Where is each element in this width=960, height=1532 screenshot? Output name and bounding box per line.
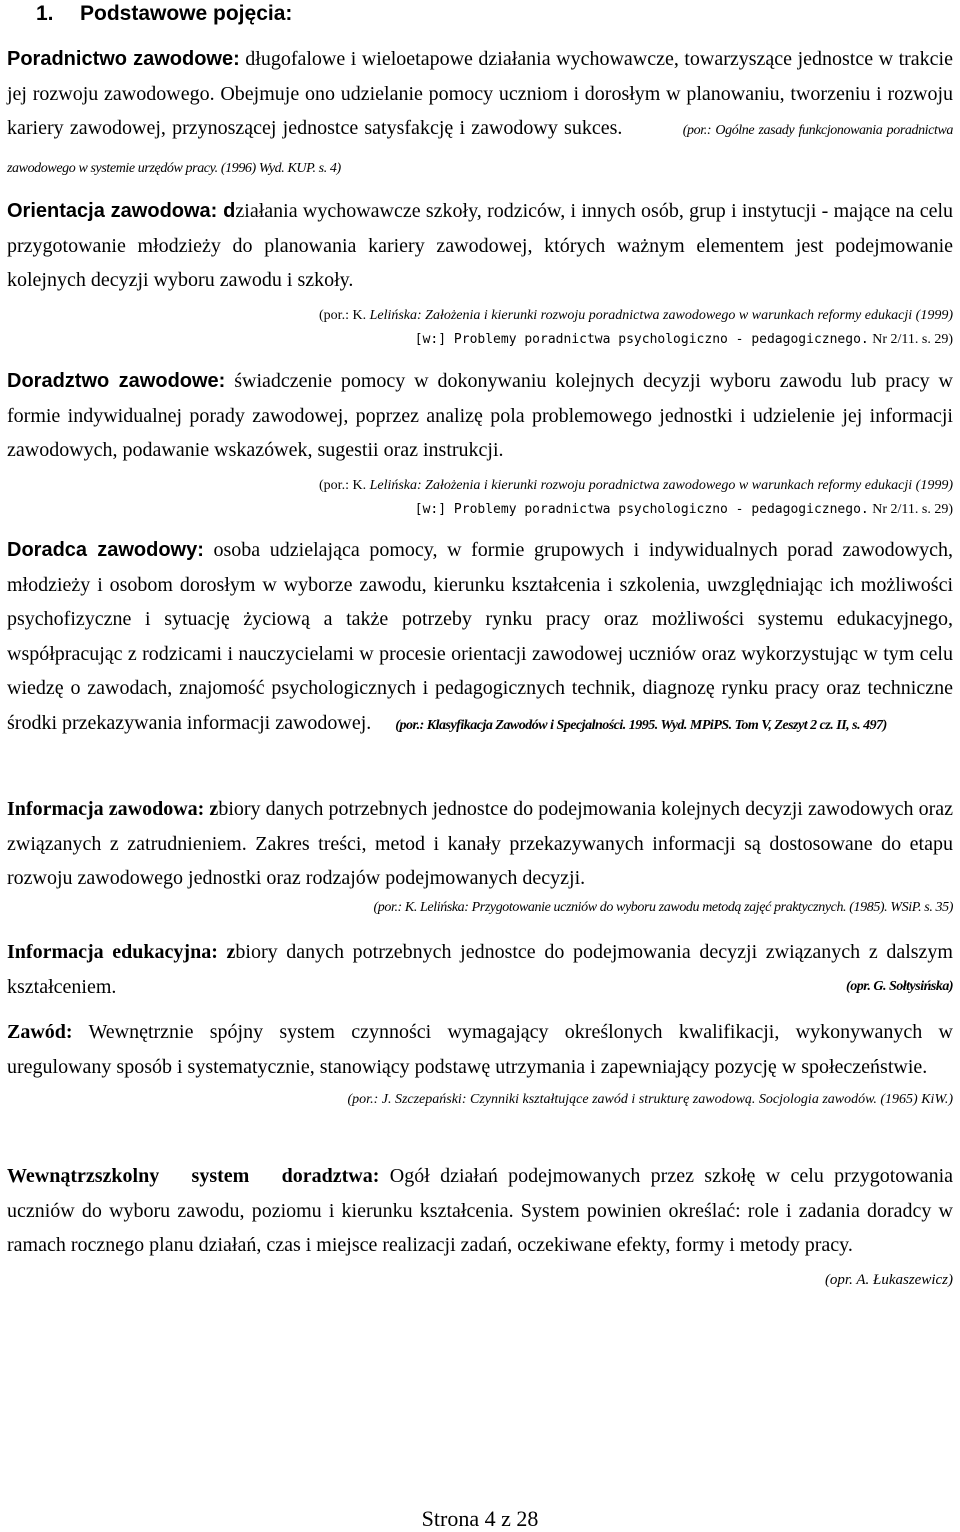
definition-text: długofalowe i wieloetapowe działania wychowawcze, towarzyszące jednostce w trakcie jej rozwoju zawodowego. Obejmuje ono udzielanie pomocy uczniom i dorosłym w planowaniu, tworzeniu i rozwoju kariery zawodowej, przynoszącej jednostce satysfakcję i zawodowy sukces. (7, 48, 953, 140)
definition-orientacja-zawodowa (7, 194, 953, 352)
definition-text: biory danych potrzebnych jednostce do podejmowania kolejnych decyzji zawodowych oraz związanych z zatrudnieniem. Zakres treści, metod i kanały przekazywanych informacji są dostosowane do etapu rozwoju zawodowego jednostki oraz rodzajów podejmowanych decyzji. (7, 798, 953, 890)
citation: (por.: J. Szczepański: Czynniki kształtujące zawód i strukturę zawodową. Socjologia zawodów. (1965) KiW.) (347, 1092, 953, 1108)
definition-informacja-edukacyjna (7, 935, 953, 1004)
definition-text: Ogół działań podejmowanych przez szkołę w celu przygotowania uczniów do wyboru zawodu, poziomu i kierunku kształcenia. System powinien określać: role i zadania doradcy w ramach rocznego planu działań, czas i miejsce realizacji zadań, oczekiwane efekty, formy i metody pracy. (7, 1165, 954, 1257)
term-zawod: Zawód: (7, 1021, 73, 1043)
heading-title: Podstawowe pojęcia: (80, 2, 293, 25)
definition-doradztwo-zawodowe (7, 364, 953, 522)
term-poradnictwo-zawodowe: Poradnictwo zawodowe: (7, 48, 240, 70)
page-number-footer: Strona 4 z 28 (421, 1506, 539, 1531)
citation: (opr. G. Sołtysińska) (846, 978, 953, 994)
definition-poradnictwo-zawodowe (7, 42, 953, 186)
citation: (por.: K. Lelińska: Założenia i kierunki rozwoju poradnictwa zawodowego w warunkach reformy edukacji (1999) [w:] Problemy poradnictwa psychologiczno - pedagogicznego. Nr 2/11. s. 29) (319, 307, 953, 347)
definition-text: osoba udzielająca pomocy, w formie grupowych i indywidualnych porad zawodowych, młodzieży i osobom dorosłym w wyborze zawodu, kierunku kształcenia i szkolenia, uwzględniając ich możliwości psychofizyczne i sytuację życiową a także potrzeby rynku pracy oraz możliwości systemu edukacyjnego, współpracując z rodzicami i nauczycielami w procesie orientacji zawodowej uczniów oraz wykorzystując w tym celu wiedzę o zawodach, znajomość psychologicznych i pedagogicznych technik, diagnozę rynku pracy oraz techniczne środki przekazywania informacji zawodowej. (7, 539, 953, 734)
term-orientacja-zawodowa: Orientacja zawodowa: d (7, 200, 236, 222)
definition-doradca-zawodowy (7, 533, 953, 744)
definition-text: Wewnętrznie spójny system czynności wymagający określonych kwalifikacji, wykonywanych w uregulowany sposób i systematycznie, stanowiący podstawę utrzymania i zapewniający pozycję w społeczeństwie. (7, 1021, 953, 1078)
term-informacja-edukacyjna: Informacja edukacyjna: z (7, 941, 236, 963)
definition-informacja-zawodowa (7, 792, 953, 920)
term-doradztwo-zawodowe: Doradztwo zawodowe: (7, 370, 226, 392)
citation: (por.: K. Lelińska: Założenia i kierunki rozwoju poradnictwa zawodowego w warunkach reformy edukacji (1999) [w:] Problemy poradnictwa psychologiczno - pedagogicznego. Nr 2/11. s. 29) (319, 477, 953, 517)
citation: (opr. A. Łukaszewicz) (824, 1271, 953, 1288)
term-doradca-zawodowy: Doradca zawodowy: (7, 539, 204, 561)
definition-text: świadczenie pomocy w dokonywaniu kolejnych decyzji wyboru zawodu lub pracy w formie indywidualnej porady zawodowej, poprzez analizę pola problemowego jednostki i udzielenie jej informacji zawodowych, podawanie wskazówek, sugestii oraz instrukcji. (7, 370, 953, 462)
term-wewnatrzszkolny-system-doradztwa: Wewnątrzszkolny system doradztwa: (7, 1165, 380, 1187)
definition-zawod (7, 1015, 953, 1112)
definition-wewnatrzszkolny-system-doradztwa (7, 1159, 953, 1297)
heading-number: 1. (36, 2, 54, 25)
citation: (por.: Klasyfikacja Zawodów i Specjalności. 1995. Wyd. MPiPS. Tom V, Zeszyt 2 cz. II, s. 497) (395, 717, 887, 733)
citation: (por.: Ogólne zasady funkcjonowania poradnictwa zawodowego w systemie urzędów pracy. (1996) Wyd. KUP. s. 4) (7, 123, 954, 176)
term-informacja-zawodowa: Informacja zawodowa: z (7, 798, 219, 820)
definition-text: ziałania wychowawcze szkoły, rodziców, i innych osób, grup i instytucji - mające na celu przygotowanie młodzieży do planowania kariery zawodowej, których ważnym elementem jest podejmowanie kolejnych decyzji wyboru zawodu i szkoły. (7, 200, 953, 292)
citation: (por.: K. Lelińska: Przygotowanie uczniów do wyboru zawodu metodą zajęć praktycznych. (1985). WSiP. s. 35) (373, 899, 953, 915)
definition-text: biory danych potrzebnych jednostce do podejmowania decyzji związanych z dalszym kształceniem. (7, 941, 953, 998)
